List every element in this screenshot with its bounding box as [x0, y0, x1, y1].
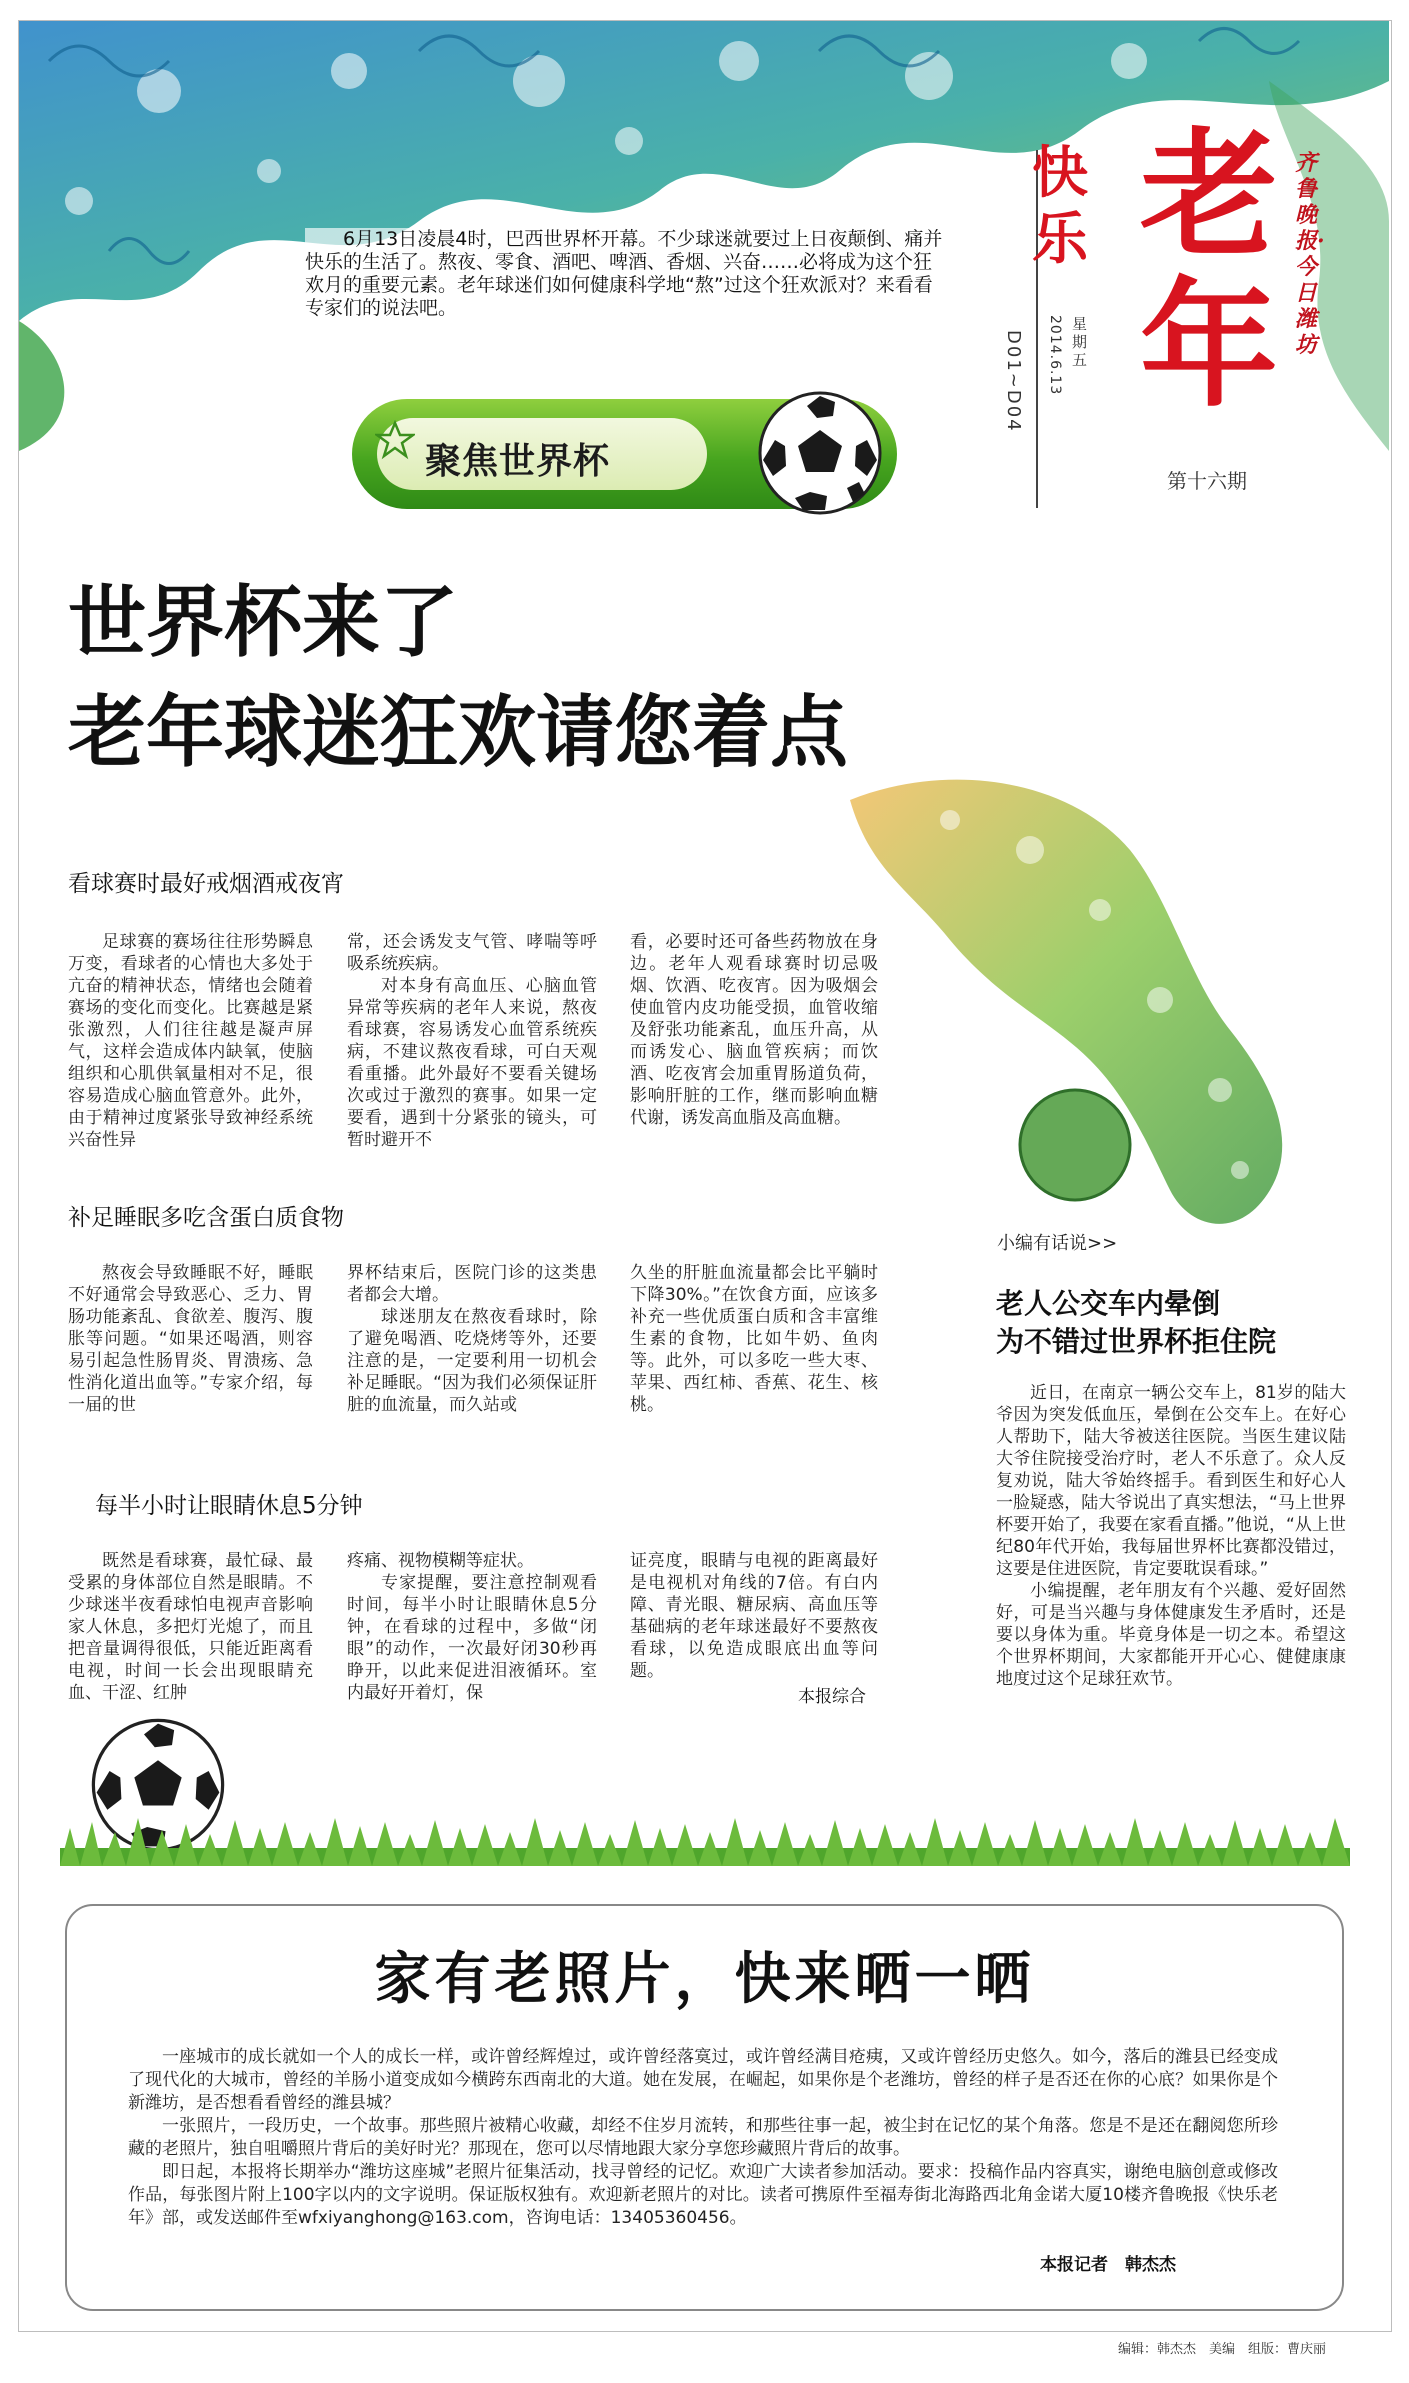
grass-strip [60, 1818, 1350, 1866]
headline [68, 568, 1148, 788]
photo-callout-body [128, 2046, 1278, 2230]
section-3-title: 每半小时让眼睛休息5分钟 [95, 1493, 363, 1519]
footprint-decoration [830, 760, 1300, 1250]
intro-text: 6月13日凌晨4时，巴西世界杯开幕。不少球迷就要过上日夜颠倒、痛并快乐的生活了。熬夜、零食、酒吧、啤酒、香烟、兴奋……必将成为这个狂欢月的重要元素。老年球迷们如何健康科学地“熬”过这个狂欢派对？来看看专家们的说法吧。 [305, 228, 945, 320]
photo-paragraph-3: 即日起，本报将长期举办“潍坊这座城”老照片征集活动，找寻曾经的记忆。欢迎广大读者参加活动。要求：投稿作品内容真实，谢绝电脑创意或修改作品，每张图片附上100字以内的文字说明。保证版权独有。欢迎新老照片的对比。读者可携原件至福寿街北海路西北角金诺大厦10楼齐鲁晚报《快乐老年》部，或发送邮件至wfxiyanghong@163.com，咨询电话：13405360456。 [128, 2162, 1278, 2228]
masthead-kuaile: 快乐 [1032, 140, 1088, 272]
masthead-paper-name: 齐鲁晚报·今日潍坊 [1295, 150, 1325, 358]
masthead-issue: 第十六期 [1167, 469, 1247, 493]
section-3-byline: 本报综合 [798, 1687, 866, 1707]
section-1-col-2a: 常，还会诱发支气管、哮喘等呼吸系统疾病。 [347, 932, 597, 974]
photo-paragraph-1: 一座城市的成长就如一个人的成长一样，或许曾经辉煌过，或许曾经落寞过，或许曾经满目疮痍，又或许曾经历史悠久。如今，落后的潍县已经变成了现代化的大城市，曾经的羊肠小道变成如今横跨东西南北的大道。她在发展，在崛起，如果你是个老潍坊，曾经的样子是否还在你的心底？如果你是个新潍坊，是否想看看曾经的潍县城？ [128, 2047, 1278, 2113]
section-1-col-2b: 对本身有高血压、心脑血管异常等疾病的老年人来说，熬夜看球赛，容易诱发心血管系统疾病，不建议熬夜看球，可白天观看重播。此外最好不要看关键场次或过于激烈的赛事。如果一定要看，遇到十分紧张的镜头，可暂时避开不 [347, 976, 597, 1150]
side-title-line-1: 老人公交车内晕倒 [996, 1287, 1221, 1320]
section-2-col-1: 熬夜会导致睡眠不好，睡眠不好通常会导致恶心、乏力、胃肠功能紊乱、食欲差、腹泻、腹胀等问题。“如果还喝酒，则容易引起急性肠胃炎、胃溃疡、急性消化道出血等。”专家介绍，每一届的世 [68, 1263, 313, 1415]
side-paragraph-2: 小编提醒，老年朋友有个兴趣、爱好固然好，可是当兴趣与身体健康发生矛盾时，还是要以身体为重。毕竟身体是一切之本。希望这个世界杯期间，大家都能开开心心、健健康康地度过这个足球狂欢节。 [996, 1581, 1346, 1689]
side-paragraph-1: 近日，在南京一辆公交车上，81岁的陆大爷因为突发低血压，晕倒在公交车上。在好心人帮助下，陆大爷被送往医院。当医生建议陆大爷住院接受治疗时，老人不乐意了。众人反复劝说，陆大爷始终摇手。看到医生和好心人一脸疑惑，陆大爷说出了真实想法，“马上世界杯要开始了，我要在家看直播。”他说，“从上世纪80年代开始，我每届世界杯比赛都没错过，这要是住进医院，肯定要耽误看球。” [996, 1383, 1346, 1579]
photo-callout-title: 家有老照片，快来晒一晒 [374, 1947, 1035, 2012]
section-2-col-2a: 界杯结束后，医院门诊的这类患者都会大增。 [347, 1263, 597, 1305]
section-2-title: 补足睡眠多吃含蛋白质食物 [68, 1205, 344, 1231]
footer-credit: 编辑：韩杰杰 美编 组版：曹庆丽 [1118, 2342, 1327, 2357]
side-title [996, 1285, 1356, 1361]
headline-line-2: 老年球迷狂欢请您着点 [68, 688, 849, 778]
star-icon [375, 420, 415, 460]
focus-badge-label: 聚焦世界杯 [425, 441, 611, 482]
section-3-col-1: 既然是看球赛，最忙碌、最受累的身体部位自然是眼睛。不少球迷半夜看球怕电视声音影响家人休息，多把灯光熄了，而且把音量调得很低，只能近距离看电视，时间一长会出现眼睛充血、干涩、红肿 [68, 1551, 313, 1703]
photo-callout-byline: 本报记者 韩杰杰 [1040, 2255, 1176, 2275]
section-1-col-3: 看，必要时还可备些药物放在身边。老年人观看球赛时切忌吸烟、饮酒、吃夜宵。因为吸烟会使血管内皮功能受损，血管收缩及舒张功能紊乱，血压升高，从而诱发心、脑血管疾病；而饮酒、吃夜宵会加重胃肠道负荷，影响肝脏的工作，继而影响血糖代谢，诱发高血脂及高血糖。 [630, 932, 878, 1128]
masthead-date: 2014.6.13 [1047, 315, 1063, 396]
section-2-col-2b: 球迷朋友在熬夜看球时，除了避免喝酒、吃烧烤等外，还要注意的是，一定要利用一切机会补足睡眠。“因为我们必须保证肝脏的血流量，而久站或 [347, 1307, 597, 1415]
section-1-col-1: 足球赛的赛场往往形势瞬息万变，看球者的心情也大多处于亢奋的精神状态，情绪也会随着赛场的变化而变化。比赛越是紧张激烈，人们往往越是凝声屏气，这样会造成体内缺氧，使脑组织和心肌供氧量相对不足，很容易造成心脑血管意外。此外，由于精神过度紧张导致神经系统兴奋性异 [68, 932, 313, 1150]
masthead-title: 老年 [1140, 113, 1279, 426]
section-3-col-3: 证亮度，眼睛与电视的距离最好是电视机对角线的7倍。有白内障、青光眼、糖尿病、高血压等基础病的老年球迷最好不要熬夜看球，以免造成眼底出血等问题。 [630, 1551, 878, 1681]
side-body [996, 1382, 1346, 1690]
side-label: 小编有话说>> [997, 1233, 1118, 1254]
section-2-col-3: 久坐的肝脏血流量都会比平躺时下降30%。”在饮食方面，应该多补充一些优质蛋白质和含丰富维生素的食物，比如牛奶、鱼肉等。此外，可以多吃一些大枣、苹果、西红柿、香蕉、花生、核桃。 [630, 1263, 878, 1415]
intro-paragraph [305, 228, 945, 320]
masthead-pages: D01~D04 [1003, 330, 1024, 433]
side-title-line-2: 为不错过世界杯拒住院 [996, 1325, 1277, 1358]
photo-paragraph-2: 一张照片，一段历史，一个故事。那些照片被精心收藏，却经不住岁月流转，和那些往事一起，被尘封在记忆的某个角落。您是不是还在翻阅您所珍藏的老照片，独自咀嚼照片背后的美好时光？那现在，您可以尽情地跟大家分享您珍藏照片背后的故事。 [128, 2116, 1278, 2159]
masthead-weekday: 星期五 [1072, 315, 1088, 369]
section-3-col-2a: 疼痛、视物模糊等症状。 [347, 1551, 534, 1571]
section-3-col-2b: 专家提醒，要注意控制观看时间，每半小时让眼睛休息5分钟，在看球的过程中，多做“闭眼”的动作，一次最好闭30秒再睁开，以此来促进泪液循环。室内最好开着灯，保 [347, 1573, 597, 1703]
section-1-title: 看球赛时最好戒烟酒戒夜宵 [68, 871, 344, 897]
headline-line-1: 世界杯来了 [68, 578, 459, 668]
soccer-ball-icon [755, 388, 885, 518]
